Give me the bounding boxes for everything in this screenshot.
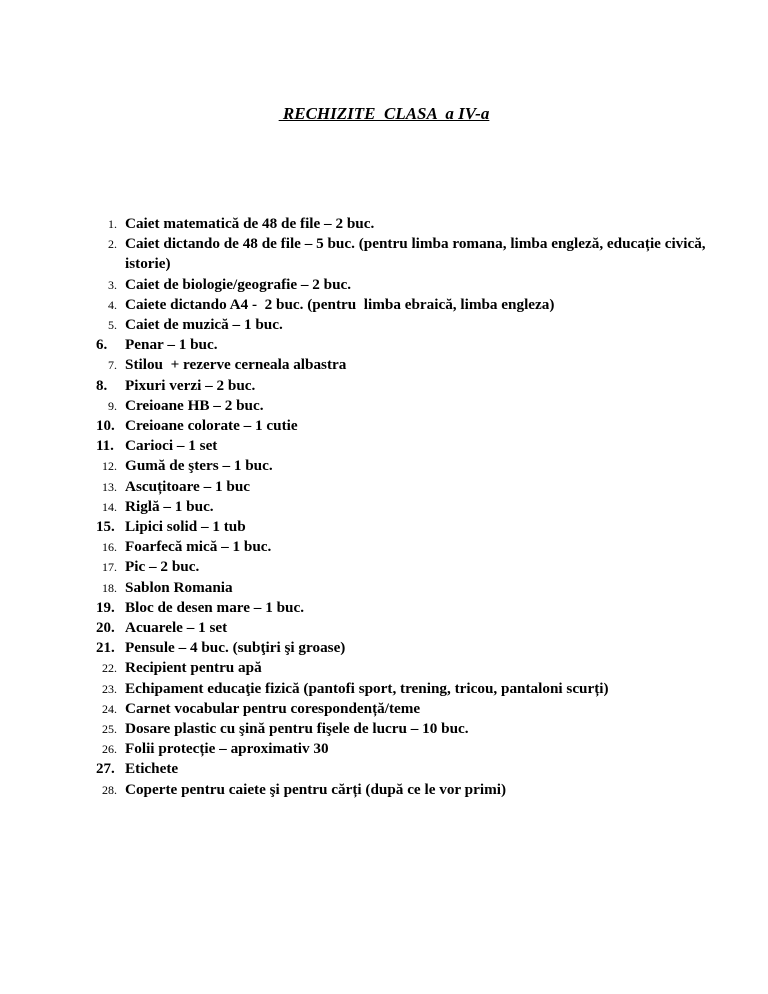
list-item-number: 23. (102, 681, 117, 696)
list-item-number: 6. (96, 337, 108, 354)
list-item-text: Caiet dictando de 48 de file – 5 buc. (pentru limba romana, limba engleză, educație civică, istorie) (125, 235, 710, 273)
list-item-text: Riglă – 1 buc. (125, 497, 214, 515)
list-item (96, 376, 736, 396)
list-item-text: Ascuțitoare – 1 buc (125, 477, 251, 495)
list-item-number: 9. (108, 398, 117, 413)
list-item (96, 456, 736, 476)
list-item (96, 719, 736, 739)
list-item-number: 1. (108, 217, 117, 231)
list-item (96, 780, 736, 800)
list-item-number: 19. (96, 599, 115, 616)
list-item-number: 24. (102, 701, 117, 716)
list-item-text: Bloc de desen mare – 1 buc. (125, 598, 305, 616)
list-item-text: Caiet de biologie/geografie – 2 buc. (125, 275, 352, 293)
list-item-text: Pic – 2 buc. (125, 558, 200, 576)
list-item-number: 12. (102, 459, 117, 474)
list-item (96, 638, 736, 658)
list-item-text: Pixuri verzi – 2 buc. (125, 376, 256, 394)
list-item-text: Gumă de şters – 1 buc. (125, 457, 273, 475)
list-item-text: Dosare plastic cu şină pentru fişele de lucru – 10 buc. (125, 720, 469, 738)
supply-list (96, 214, 736, 800)
list-item-number: 4. (108, 297, 117, 312)
list-item-text: Coperte pentru caiete şi pentru cărți (după ce le vor primi) (125, 780, 507, 798)
list-item (96, 234, 736, 274)
list-item-number: 20. (96, 620, 115, 637)
list-item-number: 18. (102, 580, 117, 595)
list-item-text: Stilou + rezerve cerneala albastra (125, 356, 347, 374)
list-item (96, 679, 736, 699)
list-item-number: 8. (96, 377, 108, 394)
list-item-number: 15. (96, 519, 115, 536)
list-item (96, 335, 736, 355)
list-item-number: 10. (96, 418, 115, 435)
list-item-number: 3. (108, 277, 117, 292)
list-item (96, 315, 736, 335)
list-item (96, 355, 736, 375)
list-item-text: Lipici solid – 1 tub (125, 518, 246, 536)
list-item-text: Sablon Romania (125, 578, 233, 596)
list-item-text: Foarfecă mică – 1 buc. (125, 538, 272, 556)
list-item (96, 618, 736, 638)
list-item-text: Creioane colorate – 1 cutie (125, 417, 298, 435)
list-item (96, 416, 736, 436)
list-item (96, 295, 736, 315)
list-item (96, 699, 736, 719)
list-item-number: 13. (102, 479, 117, 494)
list-item-number: 7. (108, 358, 117, 373)
list-item (96, 497, 736, 517)
list-item-text: Caiete dictando A4 - 2 buc. (pentru limba ebraică, limba engleza) (125, 295, 555, 313)
list-item-number: 2. (108, 237, 117, 252)
list-item-number: 25. (102, 722, 117, 737)
list-item (96, 537, 736, 557)
list-item (96, 739, 736, 759)
list-item (96, 214, 736, 234)
list-item (96, 578, 736, 598)
list-item (96, 759, 736, 779)
list-item-number: 11. (96, 438, 114, 455)
list-item-text: Recipient pentru apă (125, 659, 262, 677)
page-title: RECHIZITE CLASA a IV-a (278, 104, 490, 123)
list-item-text: Acuarele – 1 set (125, 619, 228, 637)
list-item-text: Carioci – 1 set (125, 437, 218, 455)
list-item-number: 14. (102, 499, 117, 514)
list-item-text: Echipament educaţie fizică (pantofi sport, trening, tricou, pantaloni scurți) (125, 679, 609, 697)
list-item-number: 17. (102, 560, 117, 575)
list-item-number: 21. (96, 640, 115, 657)
list-item-text: Caiet de muzică – 1 buc. (125, 316, 283, 334)
list-item-number: 22. (102, 661, 117, 676)
list-item (96, 477, 736, 497)
list-item-number: 28. (102, 782, 117, 797)
list-item-text: Etichete (125, 760, 179, 778)
list-item-number: 26. (102, 742, 117, 757)
list-item-text: Penar – 1 buc. (125, 336, 218, 354)
list-item-text: Creioane HB – 2 buc. (125, 396, 264, 414)
list-item (96, 275, 736, 295)
list-item-text: Folii protecție – aproximativ 30 (125, 740, 329, 758)
list-item (96, 517, 736, 537)
list-item-number: 27. (96, 761, 115, 778)
list-item-text: Caiet matematică de 48 de file – 2 buc. (125, 215, 375, 232)
list-item-text: Carnet vocabular pentru corespondență/teme (125, 699, 421, 717)
list-item (96, 658, 736, 678)
list-item (96, 598, 736, 618)
list-item-text: Pensule – 4 buc. (subţiri şi groase) (125, 639, 346, 657)
list-item-number: 16. (102, 540, 117, 555)
list-item (96, 396, 736, 416)
list-item-number: 5. (108, 318, 117, 333)
list-item (96, 436, 736, 456)
list-item (96, 557, 736, 577)
